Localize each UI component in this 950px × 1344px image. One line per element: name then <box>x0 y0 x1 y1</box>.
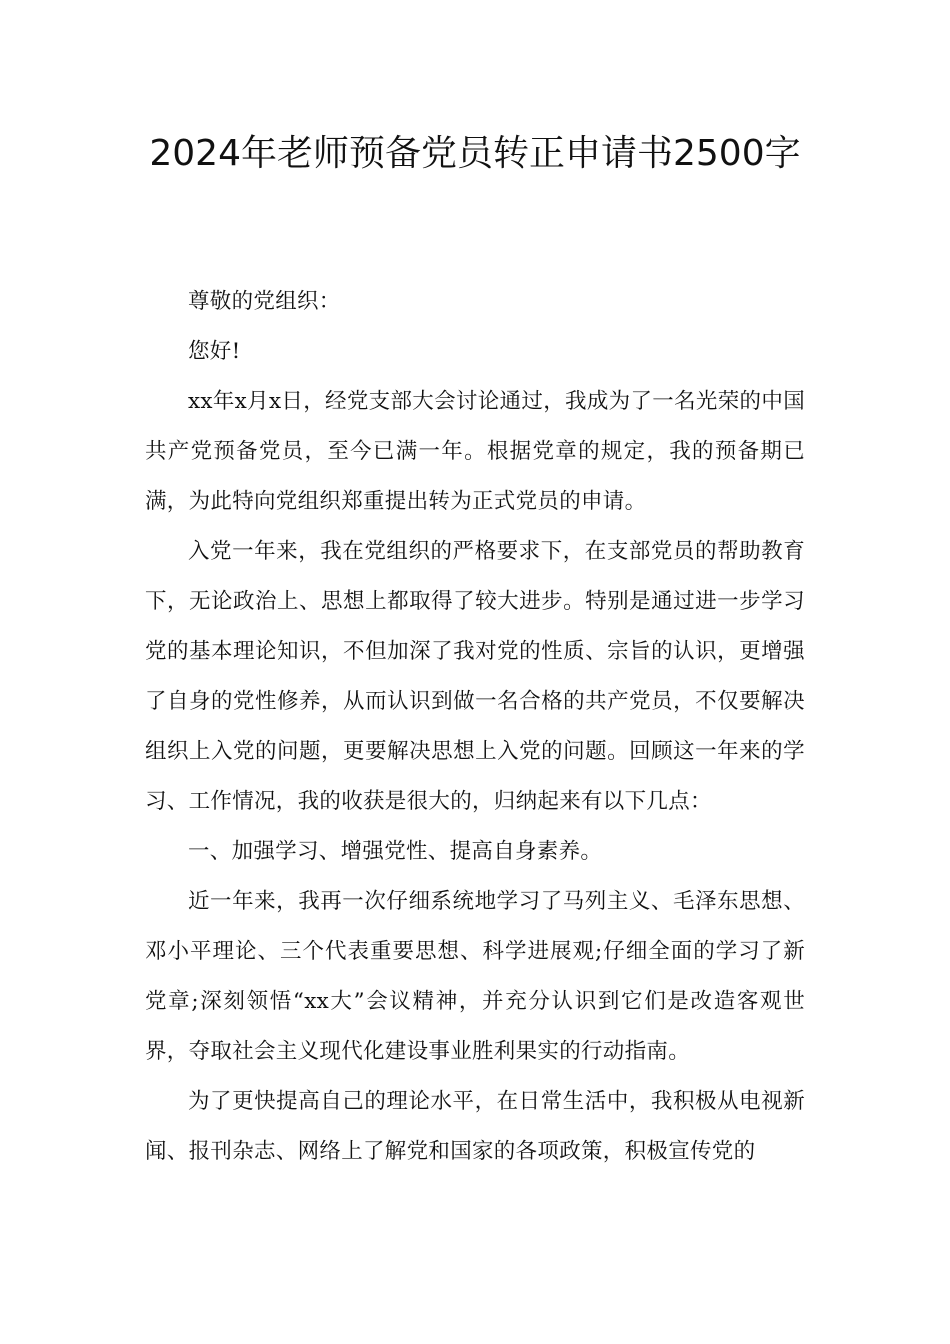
greeting: 您好! <box>188 339 241 364</box>
section-heading: 一、加强学习、增强党性、提高自身素养。 <box>188 839 603 864</box>
paragraph: xx年x月x日，经党支部大会讨论通过，我成为了一名光荣的中国共产党预备党员，至今已满一年。根据党章的规定，我的预备期已满，为此特向党组织郑重提出转为正式党员的申请。 <box>145 389 805 514</box>
paragraph: 近一年来，我再一次仔细系统地学习了马列主义、毛泽东思想、邓小平理论、三个代表重要思想、科学进展观;仔细全面的学习了新党章;深刻领悟“xx大”会议精神，并充分认识到它们是改造客观世界，夺取社会主义现代化建设事业胜利果实的行动指南。 <box>145 889 805 1064</box>
paragraph: 为了更快提高自己的理论水平，在日常生活中，我积极从电视新闻、报刊杂志、网络上了解党和国家的各项政策，积极宣传党的 <box>145 1089 805 1164</box>
paragraph: 入党一年来，我在党组织的严格要求下，在支部党员的帮助教育下，无论政治上、思想上都取得了较大进步。特别是通过进一步学习党的基本理论知识，不但加深了我对党的性质、宗旨的认识，更增强了自身的党性修养，从而认识到做一名合格的共产党员，不仅要解决组织上入党的问题，更要解决思想上入党的问题。回顾这一年来的学习、工作情况，我的收获是很大的，归纳起来有以下几点： <box>145 539 805 814</box>
document-title: 2024年老师预备党员转正申请书2500字 <box>149 133 801 174</box>
document-body <box>145 277 805 1177</box>
salutation: 尊敬的党组织： <box>188 289 341 314</box>
